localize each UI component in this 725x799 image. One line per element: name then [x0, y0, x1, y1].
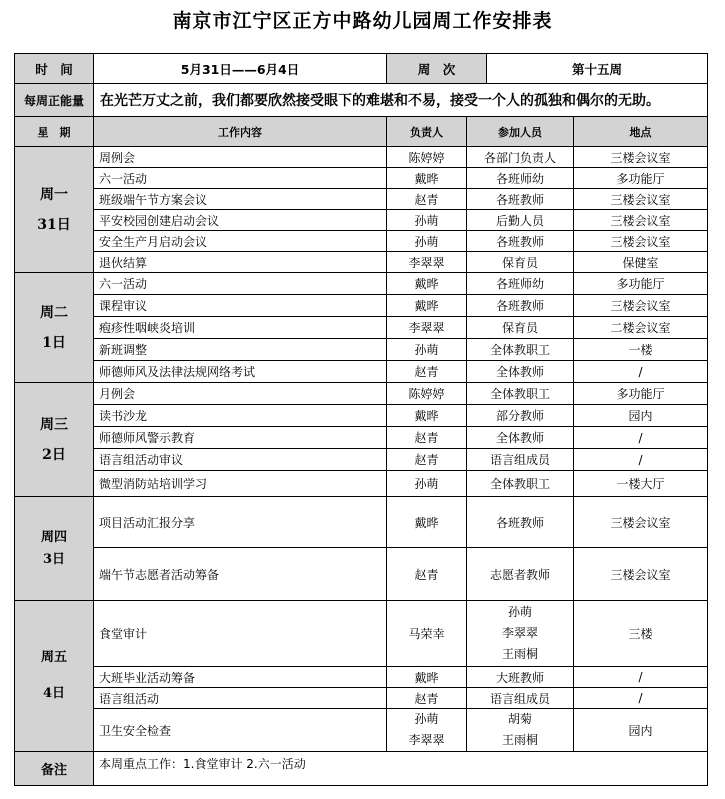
table-row	[15, 471, 708, 497]
owner-cell: 赵青	[387, 361, 467, 383]
location-cell: 三楼会议室	[574, 189, 708, 210]
day-cell-wednesday	[15, 383, 94, 497]
content-cell: 师德师风及法律法规网络考试	[94, 361, 387, 383]
date-label: 3日	[42, 551, 66, 567]
participants-cell: 全体教职工	[467, 471, 574, 497]
content-cell: 端午节志愿者活动筹备	[94, 548, 387, 601]
time-label: 时 间	[15, 54, 94, 84]
table-row	[15, 548, 708, 601]
column-header-row	[15, 117, 708, 147]
location-cell: /	[574, 361, 708, 383]
location-cell: 三楼会议室	[574, 210, 708, 231]
page-title: 南京市江宁区正方中路幼儿园周工作安排表	[172, 10, 553, 32]
content-cell: 卫生安全检查	[94, 709, 387, 752]
owner-cell: 孙萌	[387, 231, 467, 252]
time-value: 5月31日——6月4日	[94, 54, 387, 84]
col-location: 地点	[574, 117, 708, 147]
location-cell: 保健室	[574, 252, 708, 273]
participants-cell: 保育员	[467, 252, 574, 273]
owner-cell: 戴晔	[387, 497, 467, 548]
participants-cell: 各班教师	[467, 295, 574, 317]
participants-cell: 志愿者教师	[467, 548, 574, 601]
participants-cell: 部分教师	[467, 405, 574, 427]
owner-cell: 赵青	[387, 189, 467, 210]
participant-name: 王雨桐	[502, 733, 539, 747]
owner-cell: 马荣幸	[387, 601, 467, 667]
weekday-label: 周三	[40, 416, 68, 433]
location-cell: 二楼会议室	[574, 317, 708, 339]
participants-cell: 保育员	[467, 317, 574, 339]
info-row	[15, 54, 708, 84]
weekday-label: 周二	[40, 304, 68, 321]
day-cell-tuesday	[15, 273, 94, 383]
day-cell-thursday	[15, 497, 94, 601]
table-row	[15, 497, 708, 548]
table-row	[15, 339, 708, 361]
participants-cell: 各部门负责人	[467, 147, 574, 168]
owner-cell: 孙萌	[387, 471, 467, 497]
weekday-label: 周五	[40, 650, 67, 665]
participant-name: 胡菊	[508, 712, 533, 726]
location-cell: 多功能厅	[574, 383, 708, 405]
motto-text: 在光芒万丈之前，我们都要欣然接受眼下的难堪和不易，接受一个人的孤独和偶尔的无助。	[94, 84, 708, 117]
location-cell: 园内	[574, 709, 708, 752]
col-owner: 负责人	[387, 117, 467, 147]
owner-cell: 赵青	[387, 427, 467, 449]
owner-cell: 孙萌	[387, 339, 467, 361]
schedule-table	[14, 53, 708, 786]
weekday-label: 周四	[40, 529, 67, 545]
table-row	[15, 601, 708, 667]
content-cell: 语言组活动	[94, 688, 387, 709]
table-row	[15, 231, 708, 252]
motto-row	[15, 84, 708, 117]
owner-name: 孙萌	[414, 712, 439, 726]
participants-cell	[467, 601, 574, 667]
participants-cell: 后勤人员	[467, 210, 574, 231]
participants-cell: 全体教职工	[467, 339, 574, 361]
participants-cell	[467, 709, 574, 752]
table-row	[15, 252, 708, 273]
date-label: 31日	[37, 216, 71, 233]
content-cell: 新班调整	[94, 339, 387, 361]
table-row	[15, 273, 708, 295]
location-cell: 三楼会议室	[574, 497, 708, 548]
location-cell: /	[574, 427, 708, 449]
owner-cell: 李翠翠	[387, 317, 467, 339]
day-cell-friday	[15, 601, 94, 752]
location-cell: 一楼	[574, 339, 708, 361]
col-day: 星 期	[15, 117, 94, 147]
table-row	[15, 709, 708, 752]
motto-label: 每周正能量	[15, 84, 94, 117]
owner-cell: 戴晔	[387, 667, 467, 688]
table-row	[15, 189, 708, 210]
content-cell: 读书沙龙	[94, 405, 387, 427]
table-row	[15, 383, 708, 405]
content-cell: 项目活动汇报分享	[94, 497, 387, 548]
location-cell: 多功能厅	[574, 168, 708, 189]
owner-cell: 李翠翠	[387, 252, 467, 273]
owner-cell: 戴晔	[387, 273, 467, 295]
location-cell: /	[574, 688, 708, 709]
participant-name: 王雨桐	[502, 647, 539, 661]
owner-cell: 赵青	[387, 548, 467, 601]
participants-cell: 大班教师	[467, 667, 574, 688]
content-cell: 退伙结算	[94, 252, 387, 273]
schedule-table-wrapper	[14, 53, 707, 786]
owner-cell: 戴晔	[387, 295, 467, 317]
table-row	[15, 405, 708, 427]
week-label: 周 次	[387, 54, 487, 84]
content-cell: 平安校园创建启动会议	[94, 210, 387, 231]
table-row	[15, 427, 708, 449]
owner-cell: 赵青	[387, 688, 467, 709]
owner-cell: 陈婷婷	[387, 147, 467, 168]
remarks-label: 备注	[15, 752, 94, 786]
col-content: 工作内容	[94, 117, 387, 147]
remarks-text: 本周重点工作：1.食堂审计 2.六一活动	[94, 752, 708, 786]
date-label: 2日	[42, 446, 66, 463]
location-cell: 三楼会议室	[574, 147, 708, 168]
content-cell: 微型消防站培训学习	[94, 471, 387, 497]
location-cell: /	[574, 667, 708, 688]
owner-cell: 戴晔	[387, 168, 467, 189]
location-cell: 一楼大厅	[574, 471, 708, 497]
participants-cell: 各班师幼	[467, 168, 574, 189]
content-cell: 安全生产月启动会议	[94, 231, 387, 252]
content-cell: 疱疹性咽峡炎培训	[94, 317, 387, 339]
owner-cell: 陈婷婷	[387, 383, 467, 405]
participant-name: 李翠翠	[502, 626, 539, 640]
table-row	[15, 168, 708, 189]
owner-cell: 孙萌	[387, 210, 467, 231]
table-row	[15, 147, 708, 168]
content-cell: 六一活动	[94, 273, 387, 295]
content-cell: 周例会	[94, 147, 387, 168]
participants-cell: 语言组成员	[467, 688, 574, 709]
date-label: 4日	[42, 686, 66, 701]
participants-cell: 各班师幼	[467, 273, 574, 295]
table-row	[15, 449, 708, 471]
owner-name: 李翠翠	[408, 733, 445, 747]
location-cell: 三楼会议室	[574, 295, 708, 317]
location-cell: 三楼	[574, 601, 708, 667]
content-cell: 食堂审计	[94, 601, 387, 667]
owner-cell: 赵青	[387, 449, 467, 471]
participant-name: 孙萌	[508, 605, 533, 619]
table-row	[15, 361, 708, 383]
location-cell: 三楼会议室	[574, 231, 708, 252]
week-value: 第十五周	[487, 54, 708, 84]
owner-cell	[387, 709, 467, 752]
participants-cell: 各班教师	[467, 189, 574, 210]
content-cell: 师德师风警示教育	[94, 427, 387, 449]
location-cell: 多功能厅	[574, 273, 708, 295]
location-cell: /	[574, 449, 708, 471]
content-cell: 课程审议	[94, 295, 387, 317]
participants-cell: 各班教师	[467, 231, 574, 252]
content-cell: 大班毕业活动筹备	[94, 667, 387, 688]
content-cell: 六一活动	[94, 168, 387, 189]
remarks-row	[15, 752, 708, 786]
participants-cell: 全体教师	[467, 427, 574, 449]
content-cell: 班级端午节方案会议	[94, 189, 387, 210]
participants-cell: 各班教师	[467, 497, 574, 548]
table-row	[15, 688, 708, 709]
weekday-label: 周一	[40, 186, 68, 203]
location-cell: 三楼会议室	[574, 548, 708, 601]
day-cell-monday	[15, 147, 94, 273]
table-row	[15, 317, 708, 339]
participants-cell: 全体教职工	[467, 383, 574, 405]
table-row	[15, 667, 708, 688]
table-row	[15, 210, 708, 231]
content-cell: 月例会	[94, 383, 387, 405]
content-cell: 语言组活动审议	[94, 449, 387, 471]
location-cell: 园内	[574, 405, 708, 427]
participants-cell: 语言组成员	[467, 449, 574, 471]
col-participants: 参加人员	[467, 117, 574, 147]
owner-cell: 戴晔	[387, 405, 467, 427]
participants-cell: 全体教师	[467, 361, 574, 383]
table-row	[15, 295, 708, 317]
date-label: 1日	[42, 334, 66, 351]
